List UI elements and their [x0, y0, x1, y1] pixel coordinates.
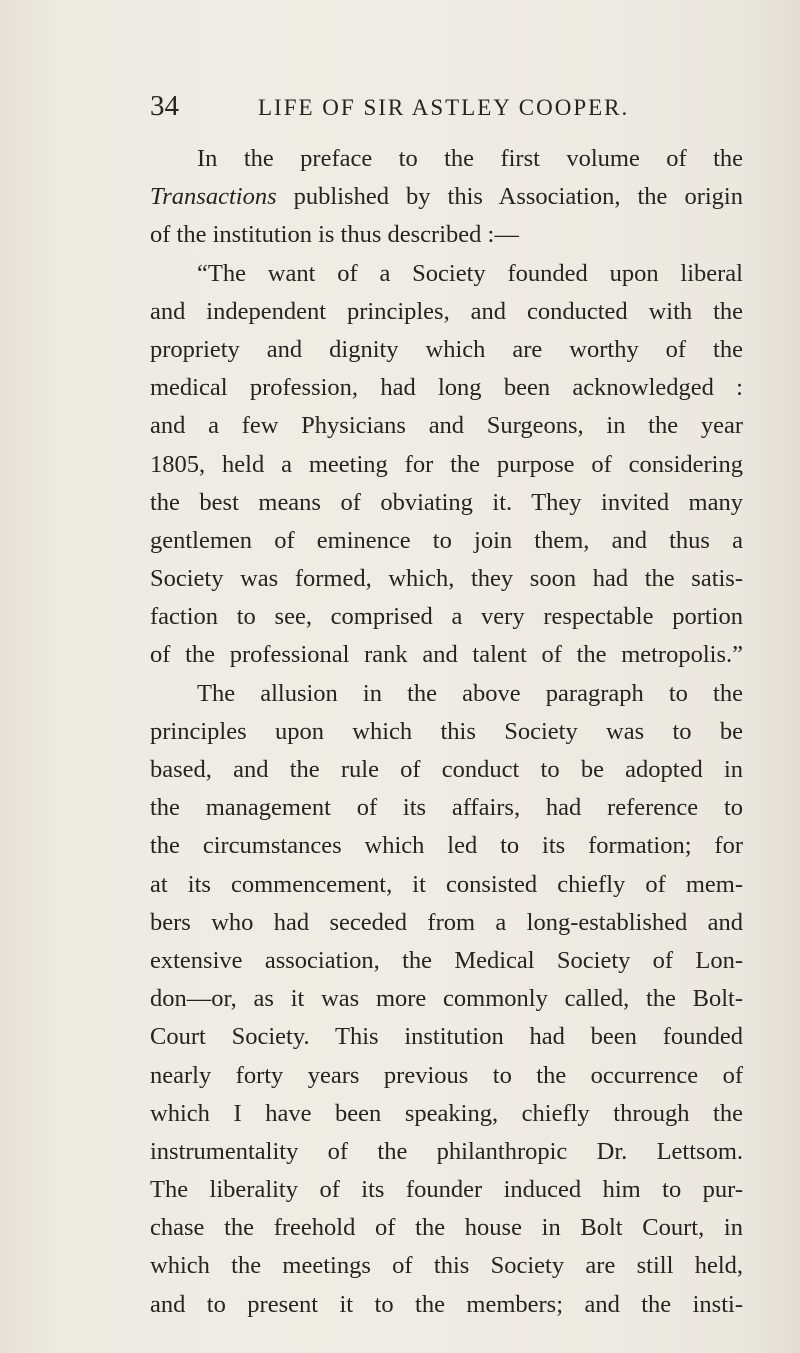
text-line: at its commencement, it consisted chiefly of mem-: [150, 870, 743, 898]
text-line: gentlemen of eminence to join them, and thus a: [150, 526, 743, 554]
text-line: bers who had seceded from a long-established and: [150, 908, 743, 936]
text-line: nearly forty years previous to the occurrence of: [150, 1061, 743, 1089]
text-line: chase the freehold of the house in Bolt Court, in: [150, 1214, 743, 1242]
text-line: Court Society. This institution had been founded: [150, 1023, 743, 1051]
text-line-rest: published by this Association, the origin: [276, 183, 743, 211]
text-line: propriety and dignity which are worthy of the: [150, 335, 743, 363]
page-number: 34: [150, 90, 179, 122]
text-line: [150, 178, 743, 216]
text-line: of the institution is thus described :—: [150, 221, 519, 249]
text-line: The allusion in the above paragraph to the: [197, 679, 743, 707]
text-line: Society was formed, which, they soon had the satis-: [150, 565, 743, 593]
text-line: The liberality of its founder induced him to pur-: [150, 1176, 743, 1204]
text-line: which I have been speaking, chiefly through the: [150, 1099, 743, 1127]
text-line: which the meetings of this Society are still held,: [150, 1252, 743, 1280]
text-line: the circumstances which led to its formation; for: [150, 832, 743, 860]
body-text: [150, 140, 743, 1324]
text-line: medical profession, had long been acknowledged :: [150, 374, 743, 402]
text-line: the management of its affairs, had reference to: [150, 794, 743, 822]
text-line: faction to see, comprised a very respectable portion: [150, 603, 743, 631]
text-line: based, and the rule of conduct to be adopted in: [150, 756, 743, 783]
text-line: “The want of a Society founded upon liberal: [197, 259, 743, 287]
text-line: of the professional rank and talent of the metropolis.”: [150, 641, 743, 669]
text-line: 1805, held a meeting for the purpose of considering: [150, 450, 743, 478]
text-line: the best means of obviating it. They invited many: [150, 488, 743, 516]
text-line: don—or, as it was more commonly called, the Bolt-: [150, 985, 743, 1013]
running-title: LIFE OF SIR ASTLEY COOPER.: [258, 95, 630, 120]
text-line: principles upon which this Society was to be: [150, 717, 743, 745]
text-line: and independent principles, and conducted with the: [150, 297, 743, 325]
text-line: and to present it to the members; and the insti-: [150, 1290, 743, 1318]
text-line: extensive association, the Medical Society of Lon-: [150, 946, 743, 974]
italic-title: Transactions: [150, 183, 277, 211]
text-line: and a few Physicians and Surgeons, in the year: [150, 412, 743, 440]
page-header: [150, 90, 750, 130]
text-line: In the preface to the first volume of the: [197, 145, 743, 172]
text-line: instrumentality of the philanthropic Dr. Lettsom.: [150, 1137, 743, 1165]
